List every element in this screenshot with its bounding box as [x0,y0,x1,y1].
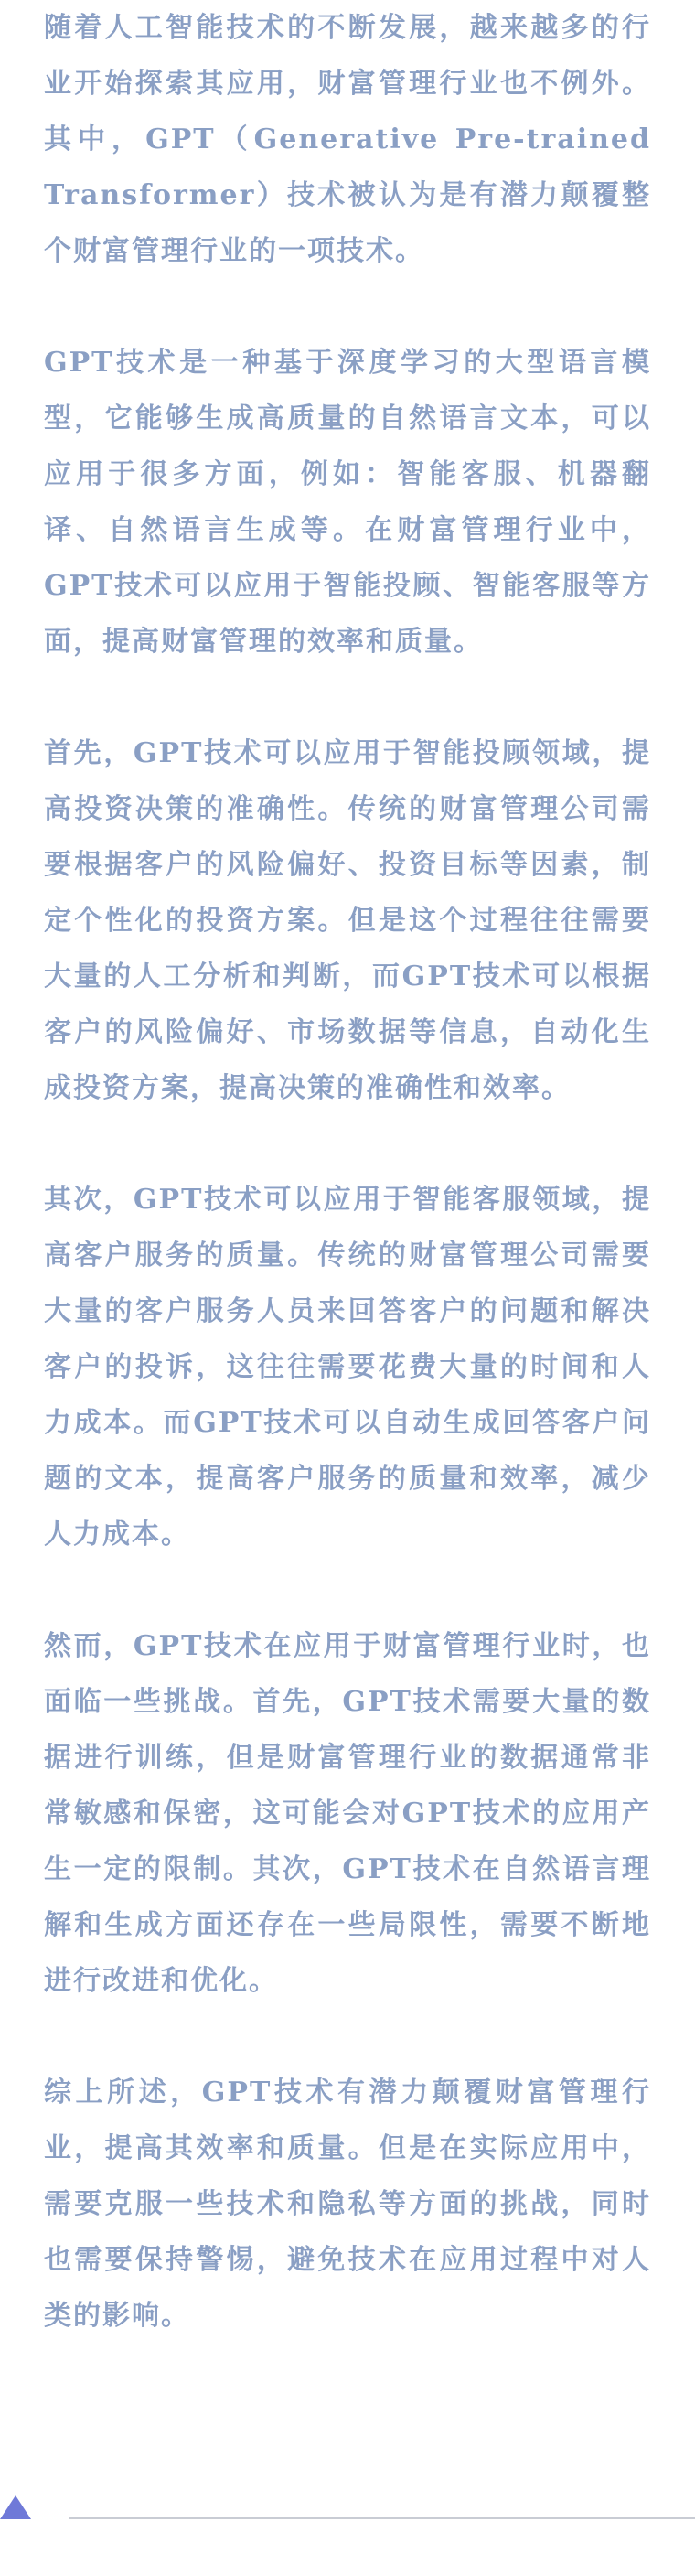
article-paragraph-conclusion: 综上所述，GPT技术有潜力颠覆财富管理行业，提高其效率和质量。但是在实际应用中，需要克服一些技术和隐私等方面的挑战，同时也需要保持警惕，避免技术在应用过程中对人类的影响。 [44,2077,651,2332]
article-paragraph-intro: 随着人工智能技术的不断发展，越来越多的行业开始探索其应用，财富管理行业也不例外。其中，GPT（Generative Pre-trained Transformer）技术被认为是有潜力颠覆整个财富管理行业的一项技术。 [44,12,651,267]
article-paragraph-definition: GPT技术是一种基于深度学习的大型语言模型，它能够生成高质量的自然语言文本，可以应用于很多方面，例如：智能客服、机器翻译、自然语言生成等。在财富管理行业中，GPT技术可以应用于智能投顾、智能客服等方面，提高财富管理的效率和质量。 [44,347,651,658]
footer-divider [0,2496,695,2523]
divider-line [70,2517,695,2519]
article-body [44,0,651,2344]
triangle-icon [0,2496,31,2519]
article-paragraph-challenges: 然而，GPT技术在应用于财富管理行业时，也面临一些挑战。首先，GPT技术需要大量的数据进行训练，但是财富管理行业的数据通常非常敏感和保密，这可能会对GPT技术的应用产生一定的限制。其次，GPT技术在自然语言理解和生成方面还存在一些局限性，需要不断地进行改进和优化。 [44,1630,651,1997]
article-paragraph-advisory: 首先，GPT技术可以应用于智能投顾领域，提高投资决策的准确性。传统的财富管理公司需要根据客户的风险偏好、投资目标等因素，制定个性化的投资方案。但是这个过程往往需要大量的人工分析和判断，而GPT技术可以根据客户的风险偏好、市场数据等信息，自动化生成投资方案，提高决策的准确性和效率。 [44,737,651,1104]
article-paragraph-customer-service: 其次，GPT技术可以应用于智能客服领域，提高客户服务的质量。传统的财富管理公司需要大量的客户服务人员来回答客户的问题和解决客户的投诉，这往往需要花费大量的时间和人力成本。而GPT技术可以自动生成回答客户问题的文本，提高客户服务的质量和效率，减少人力成本。 [44,1184,651,1551]
